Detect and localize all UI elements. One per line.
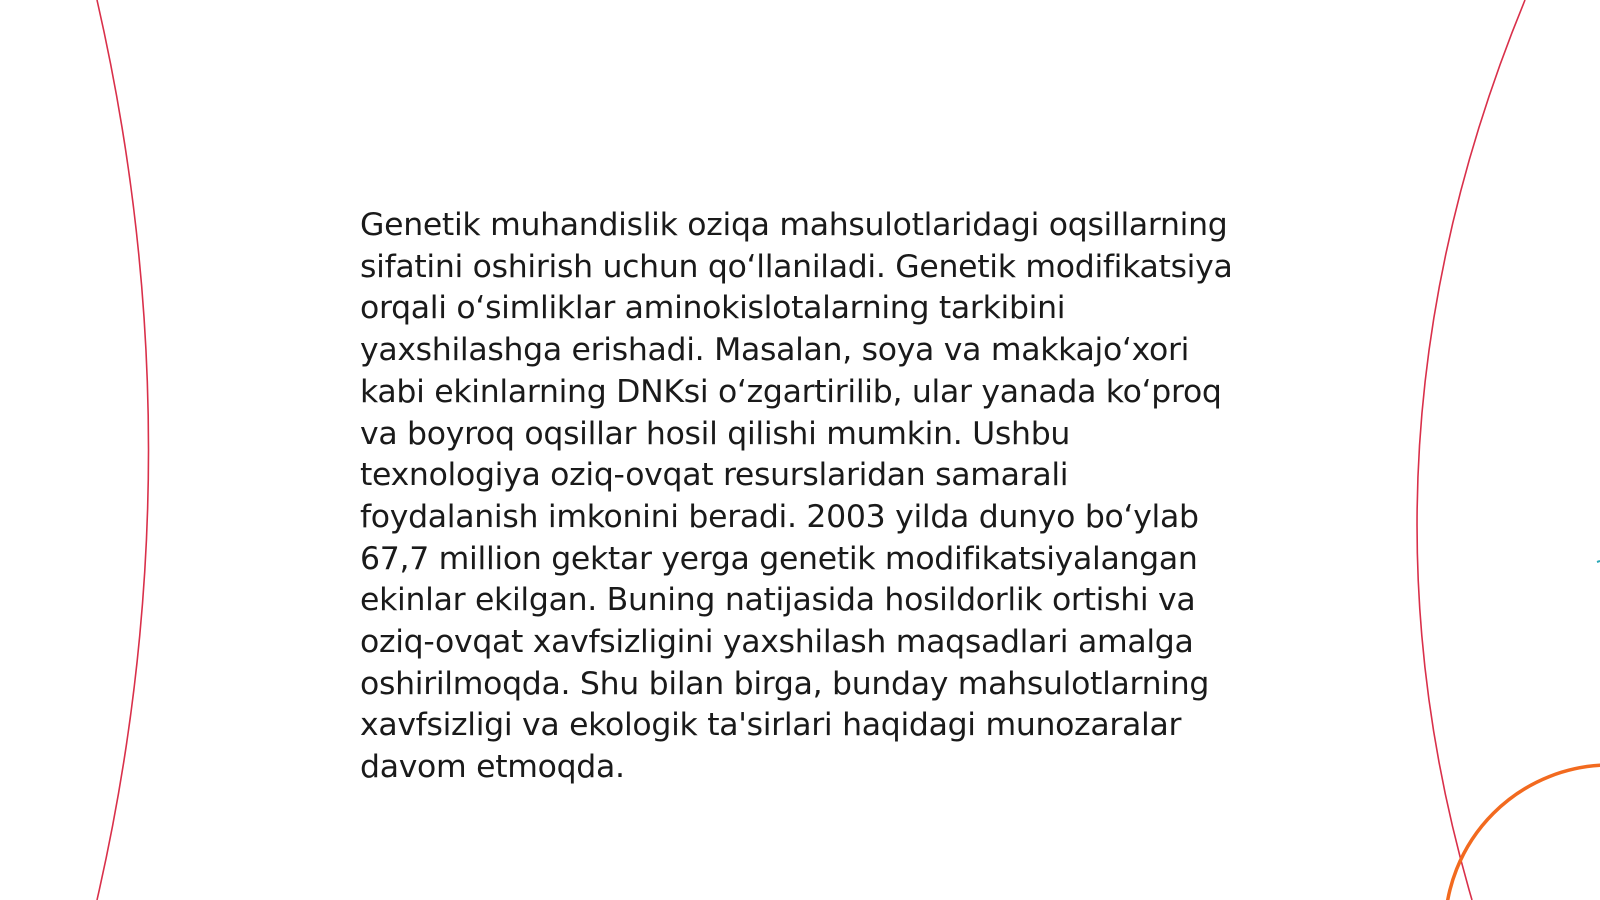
left-decorative-arc bbox=[97, 0, 149, 900]
right-decorative-arc bbox=[1417, 0, 1525, 900]
body-paragraph: Genetik muhandislik oziqa mahsulotlaridagi oqsillarning sifatini oshirish uchun qo‘llaniladi. Genetik modifikatsiya orqali o‘simliklar aminokislotalarning tarkibini yaxshilashga erishadi. Masalan, soya va makkajo‘xori kabi ekinlarning DNKsi o‘zgartirilib, ular yanada ko‘proq va boyroq oqsillar hosil qilishi mumkin. Ushbu texnologiya oziq-ovqat resurslaridan samarali foydalanish imkonini beradi. 2003 yilda dunyo bo‘ylab 67,7 million gektar yerga genetik modifikatsiyalangan ekinlar ekilgan. Buning natijasida hosildorlik ortishi va oziq-ovqat xavfsizligini yaxshilash maqsadlari amalga oshirilmoqda. Shu bilan birga, bunday mahsulotlarning xavfsizligi va ekologik ta'sirlari haqidagi munozaralar davom etmoqda. bbox=[360, 207, 1233, 786]
orange-decorative-circle bbox=[1445, 765, 1600, 900]
